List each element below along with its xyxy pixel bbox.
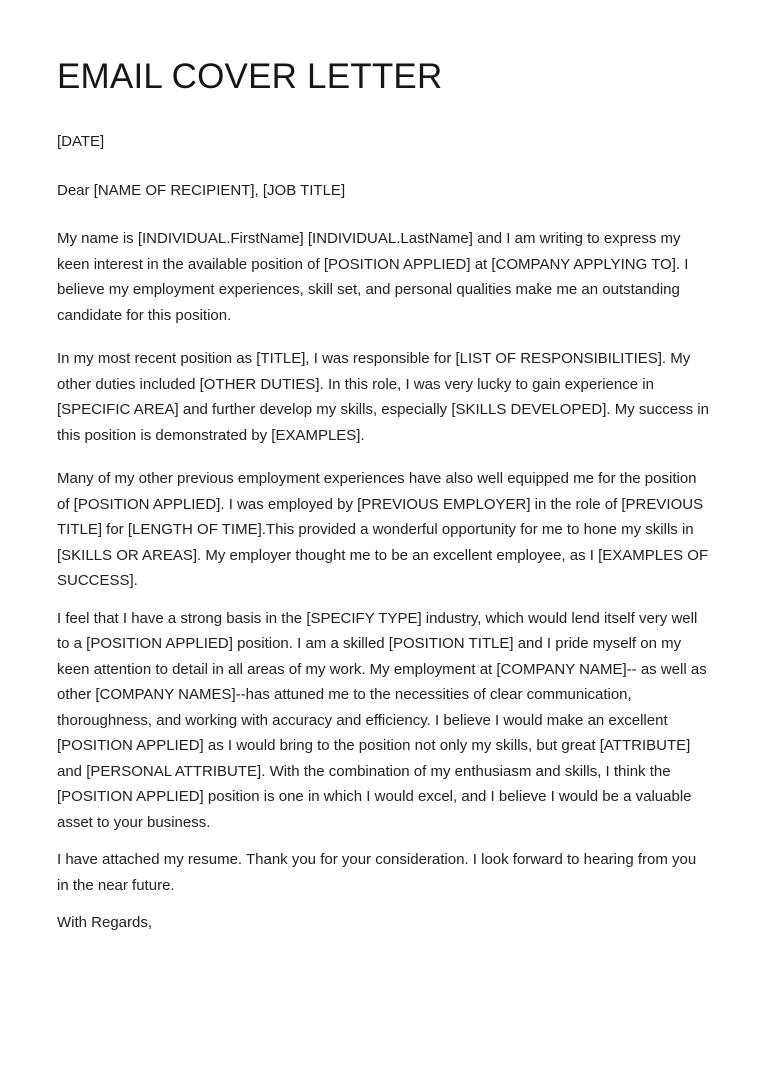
recent-position-paragraph: In my most recent position as [TITLE], I was responsible for [LIST OF RESPONSIBILITIES]. My other duties included [OTHER DUTIES]. In this role, I was very lucky to gain experience in [SPECIFIC AREA] and further develop my skills, especially [SKILLS DEVELOPED]. My success in this position is demonstrated by [EXAMPLES]. — [57, 350, 709, 444]
skills-and-attributes-paragraph: I feel that I have a strong basis in the [SPECIFY TYPE] industry, which would lend itself very well to a [POSITION APPLIED] position. I am a skilled [POSITION TITLE] and I pride myself on my keen attention to detail in all areas of my work. My employment at [COMPANY NAME]-- as well as other [COMPANY NAMES]--has attuned me to the necessities of clear communication, thoroughness, and working with accuracy and efficiency. I believe I would make an excellent [POSITION APPLIED] as I would bring to the position not only my skills, but great [ATTRIBUTE] and [PERSONAL ATTRIBUTE]. With the combination of my enthusiasm and skills, I think the [POSITION APPLIED] position is one in which I would excel, and I believe I would be a valuable asset to your business. — [57, 609, 707, 831]
date-placeholder: [DATE] — [57, 133, 105, 150]
closing-line: With Regards, — [57, 914, 153, 931]
previous-employment-paragraph: Many of my other previous employment experiences have also well equipped me for the position of [POSITION APPLIED]. I was employed by [PREVIOUS EMPLOYER] in the role of [PREVIOUS TITLE] for [LENGTH OF TIME].This provided a wonderful opportunity for me to hone my skills in [SKILLS OR AREAS]. My employer thought me to be an excellent employee, as I [EXAMPLES OF SUCCESS]. — [57, 470, 709, 589]
document-title: EMAIL COVER LETTER — [57, 57, 443, 96]
cover-letter-page — [0, 56, 768, 1080]
intro-paragraph: My name is [INDIVIDUAL.FirstName] [INDIVIDUAL.LastName] and I am writing to express my keen interest in the available position of [POSITION APPLIED] at [COMPANY APPLYING TO]. I believe my employment experiences, skill set, and personal qualities make me an outstanding candidate for this position. — [57, 230, 689, 324]
salutation-line: Dear [NAME OF RECIPIENT], [JOB TITLE] — [57, 181, 346, 199]
resume-attached-paragraph: I have attached my resume. Thank you for your consideration. I look forward to hearing from you in the near future. — [57, 851, 697, 894]
